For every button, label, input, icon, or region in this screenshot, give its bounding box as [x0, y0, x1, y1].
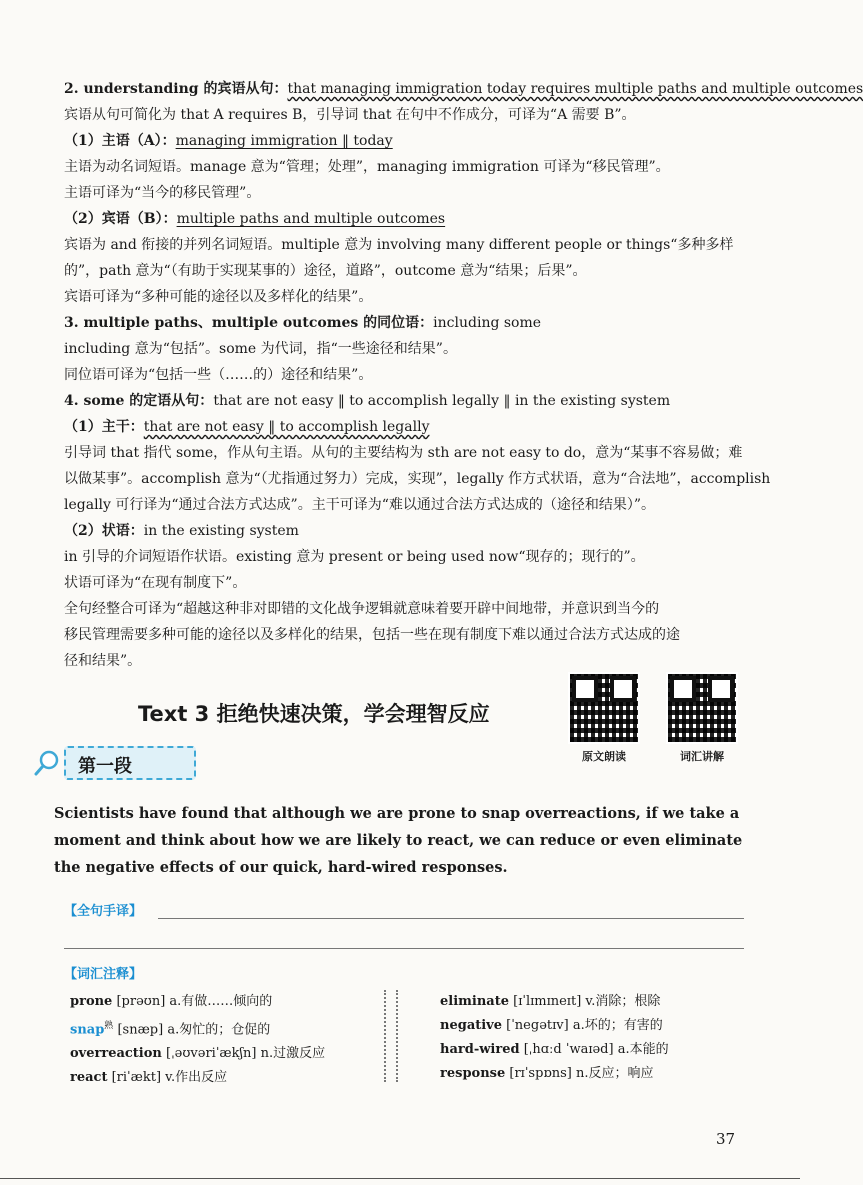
- passage-paragraph: Scientists have found that although we are prone to snap overreactions, if we take a moment and think about how we are likely to react, we can reduce or even eliminate the negative effects of our quick, hard-wired responses.: [54, 805, 743, 876]
- analysis-line-14: [64, 414, 744, 440]
- heading-subject: （1）主语（A）：: [64, 133, 176, 149]
- translation-blank-line-2[interactable]: [64, 948, 744, 949]
- qr-reading-caption: 原文朗读: [582, 750, 626, 763]
- main-structure-text: that are not easy ‖ to accomplish legally: [143, 419, 430, 435]
- qr-vocab[interactable]: [664, 672, 740, 764]
- page-number: 37: [716, 1130, 736, 1148]
- analysis-line-8: 的”，path 意为“（有助于实现某事的）途径，道路”，outcome 意为“结果；后果”。: [64, 263, 587, 279]
- heading-attributive-clause: 4. some 的定语从句：: [64, 393, 214, 409]
- vocab-word: eliminate: [440, 994, 509, 1009]
- vocab-definition: [ˈnegətɪv] a.坏的；有害的: [506, 1018, 663, 1033]
- analysis-line-10: [64, 310, 744, 336]
- appositive-text: including some: [433, 315, 542, 331]
- vocab-item: [70, 990, 390, 1014]
- qr-code-icon[interactable]: [568, 672, 640, 744]
- vocab-item: [70, 1014, 390, 1042]
- heading-main-structure: （1）主干：: [64, 419, 144, 435]
- vocab-definition: [ˌəʊvəriˈækʃn] n.过激反应: [166, 1046, 326, 1062]
- qr-code-icon[interactable]: [666, 672, 738, 744]
- translation-row: [64, 900, 744, 924]
- qr-vocab-caption: 词汇讲解: [680, 750, 724, 763]
- section-badge: [64, 746, 196, 780]
- analysis-line-18: [64, 518, 744, 544]
- object-clause-text: that managing immigration today requires multiple paths and multiple outcomes: [287, 81, 863, 97]
- analysis-line-7: 宾语为 and 衔接的并列名词短语。multiple 意为 involving many different people or things“多种多样: [64, 237, 734, 253]
- analysis-line-13: [64, 388, 744, 414]
- analysis-line-22: 移民管理需要多种可能的途径以及多样化的结果，包括一些在现有制度下难以通过合法方式达成的途: [64, 627, 680, 643]
- bottom-rule: [0, 1178, 800, 1179]
- analysis-line-15: 引导词 that 指代 some，作从句主语。从句的主要结构为 sth are not easy to do，意为“某事不容易做；难: [64, 445, 743, 461]
- vocab-definition: [ɪˈlɪmɪneɪt] v.消除；根除: [513, 994, 661, 1009]
- vocab-label: 【词汇注释】: [64, 967, 143, 982]
- section-badge-label: 第一段: [78, 756, 132, 777]
- analysis-line-3: [64, 128, 744, 154]
- vocab-definition: [prəʊn] a.有做……倾向的: [116, 994, 273, 1009]
- heading-object: （2）宾语（B）：: [64, 211, 177, 227]
- vocab-definition: [snæp] a.匆忙的；仓促的: [117, 1022, 271, 1038]
- vocab-right-column: [440, 990, 760, 1086]
- heading-appositive: 3. multiple paths、multiple outcomes 的同位语：: [64, 315, 434, 331]
- heading-adverbial: （2）状语：: [64, 523, 144, 539]
- magnifier-icon: [34, 750, 60, 776]
- vocab-definition: [ˌhɑːd ˈwaɪəd] a.本能的: [523, 1042, 669, 1057]
- vocab-item: [70, 1042, 390, 1066]
- chain-divider: [384, 990, 398, 1082]
- object-text: multiple paths and multiple outcomes: [176, 211, 446, 227]
- analysis-line-5: 主语可译为“当今的移民管理”。: [64, 185, 261, 201]
- vocab-left-column: [70, 990, 390, 1090]
- heading-object-clause: 2. understanding 的宾语从句：: [64, 81, 288, 97]
- vocab-item: [70, 1066, 390, 1090]
- analysis-line-6: [64, 206, 744, 232]
- analysis-line-17: legally 可行译为“通过合法方式达成”。主干可译为“难以通过合法方式达成的（途径和结果）”。: [64, 497, 656, 513]
- vocab-note: 熟: [104, 1021, 114, 1031]
- analysis-line-1: [64, 76, 863, 102]
- vocab-word: react: [70, 1070, 108, 1086]
- vocab-item: [440, 990, 760, 1014]
- analysis-line-23: 径和结果”。: [64, 653, 142, 669]
- translation-label: 【全句手译】: [64, 904, 143, 919]
- analysis-line-12: 同位语可译为“包括一些（……的）途径和结果”。: [64, 367, 373, 383]
- vocab-item: [440, 1038, 760, 1062]
- analysis-line-16: 以做某事”。accomplish 意为“（尤指通过努力）完成，实现”，legally 作方式状语，意为“合法地”，accomplish: [64, 471, 771, 487]
- vocab-word: snap: [70, 1022, 105, 1038]
- adverbial-text: in the existing system: [143, 523, 299, 539]
- translation-blank-line[interactable]: [158, 918, 744, 919]
- vocab-word: negative: [440, 1018, 503, 1033]
- analysis-line-9: 宾语可译为“多种可能的途径以及多样化的结果”。: [64, 289, 373, 305]
- vocab-item: [440, 1062, 760, 1086]
- analysis-line-19: in 引导的介词短语作状语。existing 意为 present or being used now“现存的；现行的”。: [64, 549, 645, 565]
- attributive-clause-text: that are not easy ‖ to accomplish legally ‖ in the existing system: [213, 393, 671, 409]
- vocab-word: prone: [70, 994, 113, 1009]
- analysis-line-20: 状语可译为“在现有制度下”。: [64, 575, 247, 591]
- vocab-word: overreaction: [70, 1046, 162, 1062]
- analysis-section: [64, 76, 863, 674]
- analysis-line-11: including 意为“包括”。some 为代词，指“一些途径和结果”。: [64, 341, 457, 357]
- analysis-line-2: 宾语从句可简化为 that A requires B，引导词 that 在句中不作成分，可译为“A 需要 B”。: [64, 107, 636, 123]
- analysis-line-21: 全句经整合可译为“超越这种非对即错的文化战争逻辑就意味着要开辟中间地带，并意识到当今的: [64, 601, 660, 617]
- vocab-item: [440, 1014, 760, 1038]
- text3-title: Text 3 拒绝快速决策，学会理智反应: [138, 702, 490, 726]
- vocab-word: hard-wired: [440, 1042, 520, 1057]
- analysis-line-4: 主语为动名词短语。manage 意为“管理；处理”，managing immigration 可译为“移民管理”。: [64, 159, 670, 175]
- vocab-definition: [rɪˈspɒns] n.反应；响应: [509, 1066, 654, 1081]
- vocab-definition: [riˈækt] v.作出反应: [111, 1070, 228, 1086]
- vocab-word: response: [440, 1066, 506, 1081]
- subject-text: managing immigration ‖ today: [175, 133, 393, 149]
- qr-reading[interactable]: [566, 672, 642, 764]
